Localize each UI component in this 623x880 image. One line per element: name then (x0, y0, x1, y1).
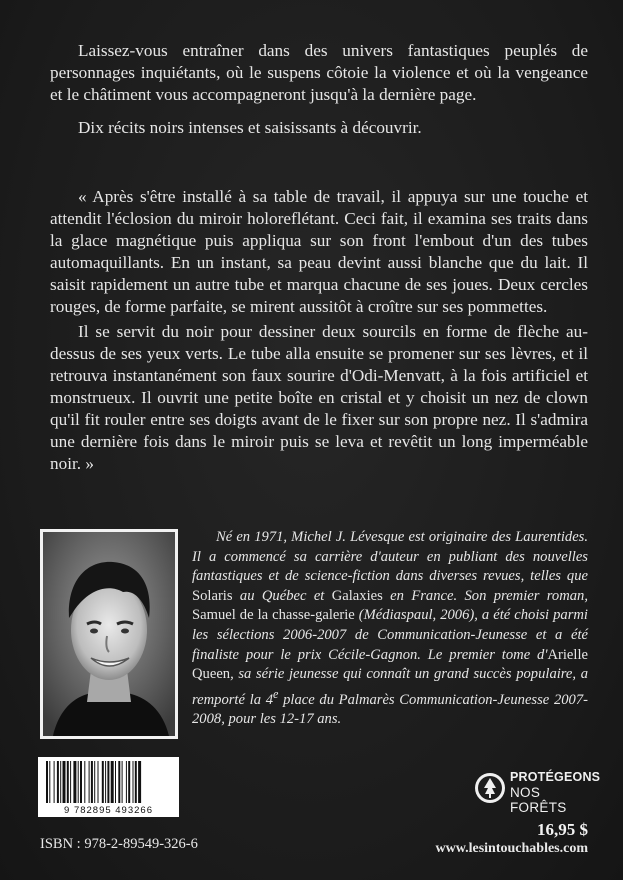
barcode-bars-icon (44, 761, 173, 805)
publisher-website: www.lesintouchables.com (435, 841, 588, 856)
blurb (50, 40, 588, 162)
author-portrait-icon (43, 532, 175, 736)
badge-line-1: PROTÉGEONS (510, 770, 601, 784)
barcode (38, 757, 179, 817)
author-photo (40, 529, 178, 739)
badge-line-2: NOS FORÊTS (510, 785, 567, 815)
recycle-tree-icon (474, 772, 506, 804)
blurb-paragraph-2: Dix récits noirs intenses et saisissants à découvrir. (78, 118, 422, 137)
author-bio-text: Né en 1971, Michel J. Lévesque est originaire des Laurentides. Il a commencé sa carrière d'auteur en publiant des nouvelles fantastiques et de science-fiction dans diverses revues, telles que Solaris au Québec et Galaxies en France. Son premier roman, Samuel de la chasse-galerie (Médiaspaul, 2006), a été choisi parmi les sélections 2006-2007 de Communication-Jeunesse et a été finaliste pour le prix Cécile-Gagnon. Le premier tome d'Arielle Queen, sa série jeunesse qui connaît un grand succès populaire, a remporté la 4e place du Palmarès Communication-Jeunesse 2007-2008, pour les 12-17 ans. (192, 529, 588, 728)
isbn: ISBN : 978-2-89549-326-6 (40, 836, 198, 852)
price: 16,95 $ (537, 820, 588, 839)
excerpt-paragraph-1: « Après s'être installé à sa table de travail, il appuya sur une touche et attendit l'éclosion du miroir holoreflétant. Ceci fait, il examina ses traits dans la glace magnétique puis appliqua sur son front l'embout d'un des tubes automaquillants. En un instant, sa peau devint aussi blanche que du lait. Il saisit rapidement un autre tube et marqua chacune de ses joues. Deux cercles rouges, de forme parfaite, se mirent aussitôt à croître sur ses pommettes. (50, 187, 588, 316)
protect-forests-badge (474, 768, 601, 815)
blurb-paragraph-1: Laissez-vous entraîner dans des univers fantastiques peuplés de personnages inquiétants, où le suspens côtoie la violence et où la vengeance et le châtiment vous accompagneront jusqu'à la dernière page. (50, 41, 588, 104)
author-bio (192, 528, 588, 730)
excerpt-paragraph-2: Il se servit du noir pour dessiner deux sourcils en forme de flèche au-dessus de ses yeux verts. Le tube alla ensuite se promener sur ses lèvres, et il retrouva instantanément son faux sourire d'Odi-Menvatt, à la fois artificiel et monstrueux. Il ouvrit une petite boîte en cristal et y choisit un nez de clown qu'il fit rouler entre ses doigts avant de le fixer sur son propre nez. Il s'admira une dernière fois dans le miroir puis se leva et revêtit un long imperméable noir. » (50, 322, 588, 473)
excerpt (50, 186, 588, 475)
barcode-digits: 9 782895 493266 (64, 805, 153, 816)
